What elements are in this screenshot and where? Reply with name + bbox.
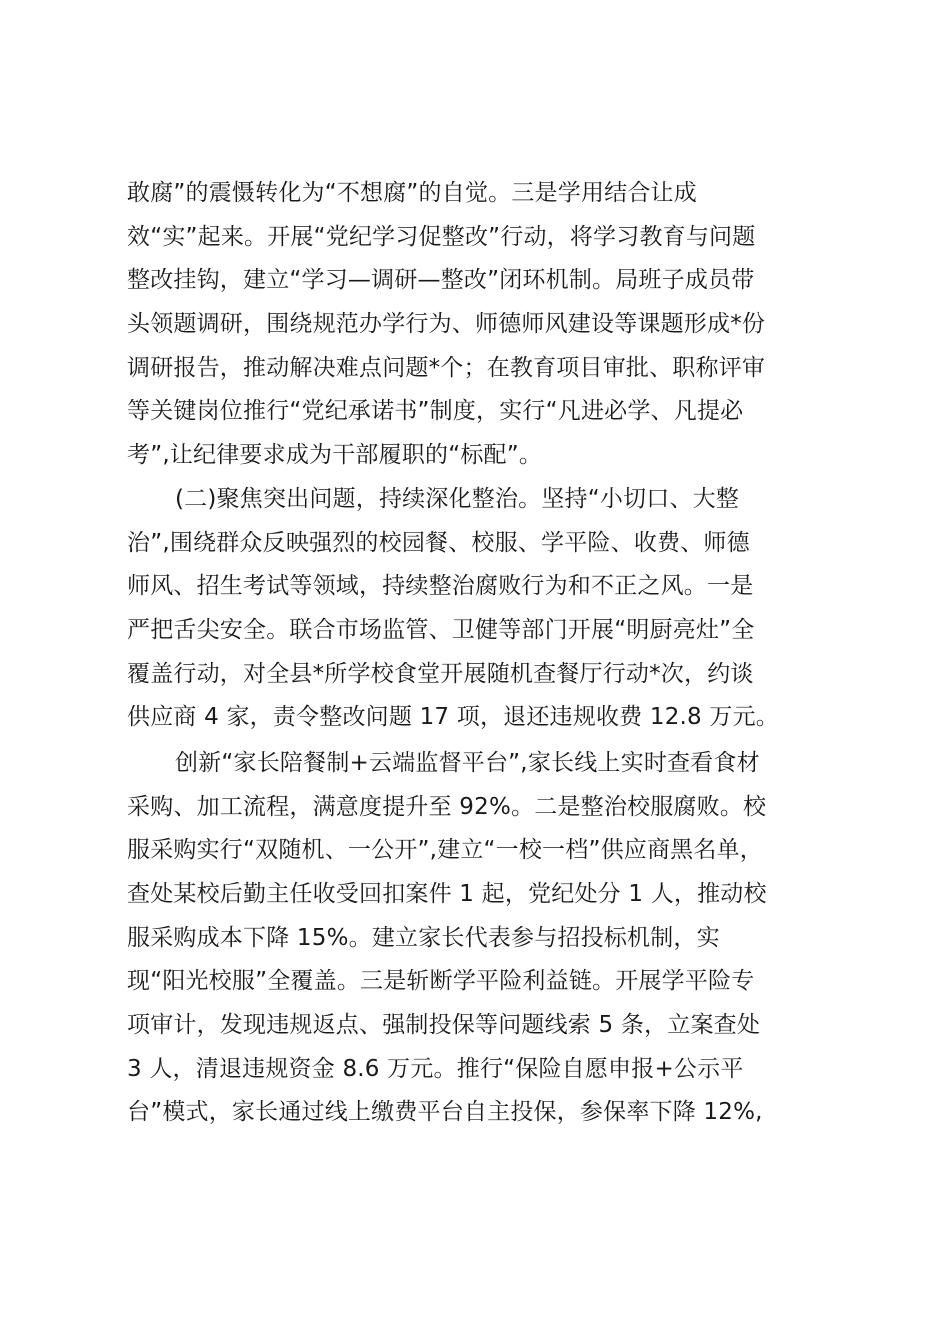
text-line: 等关键岗位推行“党纪承诺书”制度，实行“凡进必学、凡提必 — [127, 398, 744, 425]
paragraph-first-line: 创新“家长陪餐制+云端监督平台”,家长线上实时查看食材 — [175, 749, 760, 776]
text-line: 采购、加工流程，满意度提升至 92%。二是整治校服腐败。校 — [127, 793, 767, 820]
text-line: 覆盖行动，对全县*所学校食堂开展随机查餐厅行动*次，约谈 — [127, 660, 754, 687]
text-line: 考”,让纪律要求成为干部履职的“标配”。 — [127, 442, 543, 469]
text-line: 敢腐”的震慑转化为“不想腐”的自觉。三是学用结合让成 — [127, 180, 697, 206]
text-line: 3 人，清退违规资金 8.6 万元。推行“保险自愿申报+公示平 — [127, 1055, 744, 1082]
body-text — [127, 172, 837, 1135]
text-line: 调研报告，推动解决难点问题*个；在教育项目审批、职称评审 — [127, 354, 766, 381]
text-line: 现“阳光校服”全覆盖。三是斩断学平险利益链。开展学平险专 — [127, 968, 755, 995]
text-line: 严把舌尖安全。联合市场监管、卫健等部门开展“明厨亮灶”全 — [127, 616, 755, 643]
text-line: 头领题调研，围绕规范办学行为、师德师风建设等课题形成*份 — [127, 311, 766, 338]
text-line: 供应商 4 家，责令整改问题 17 项，退还违规收费 12.8 万元。 — [127, 704, 779, 731]
text-line: 整改挂钩，建立“学习—调研—整改”闭环机制。局班子成员带 — [127, 267, 755, 294]
paragraph-first-line: (二)聚焦突出问题，持续深化整治。坚持“小切口、大整 — [175, 485, 740, 512]
text-line: 师风、招生考试等领域，持续整治腐败行为和不正之风。一是 — [127, 573, 754, 600]
text-line: 治”,围绕群众反映强烈的校园餐、校服、学平险、收费、师德 — [127, 529, 750, 556]
text-line: 台”模式，家长通过线上缴费平台自主投保，参保率下降 12%, — [127, 1099, 763, 1126]
text-line: 服采购成本下降 15%。建立家长代表参与招投标机制，实 — [127, 924, 720, 951]
text-line: 项审计，发现违规返点、强制投保等问题线索 5 条，立案查处 — [127, 1012, 761, 1039]
text-line: 查处某校后勤主任收受回扣案件 1 起，党纪处分 1 人，推动校 — [127, 881, 767, 907]
text-line: 效“实”起来。开展“党纪学习促整改”行动，将学习教育与问题 — [127, 223, 756, 250]
text-line: 服采购实行“双随机、一公开”,建立“一校一档”供应商黑名单， — [127, 837, 763, 864]
